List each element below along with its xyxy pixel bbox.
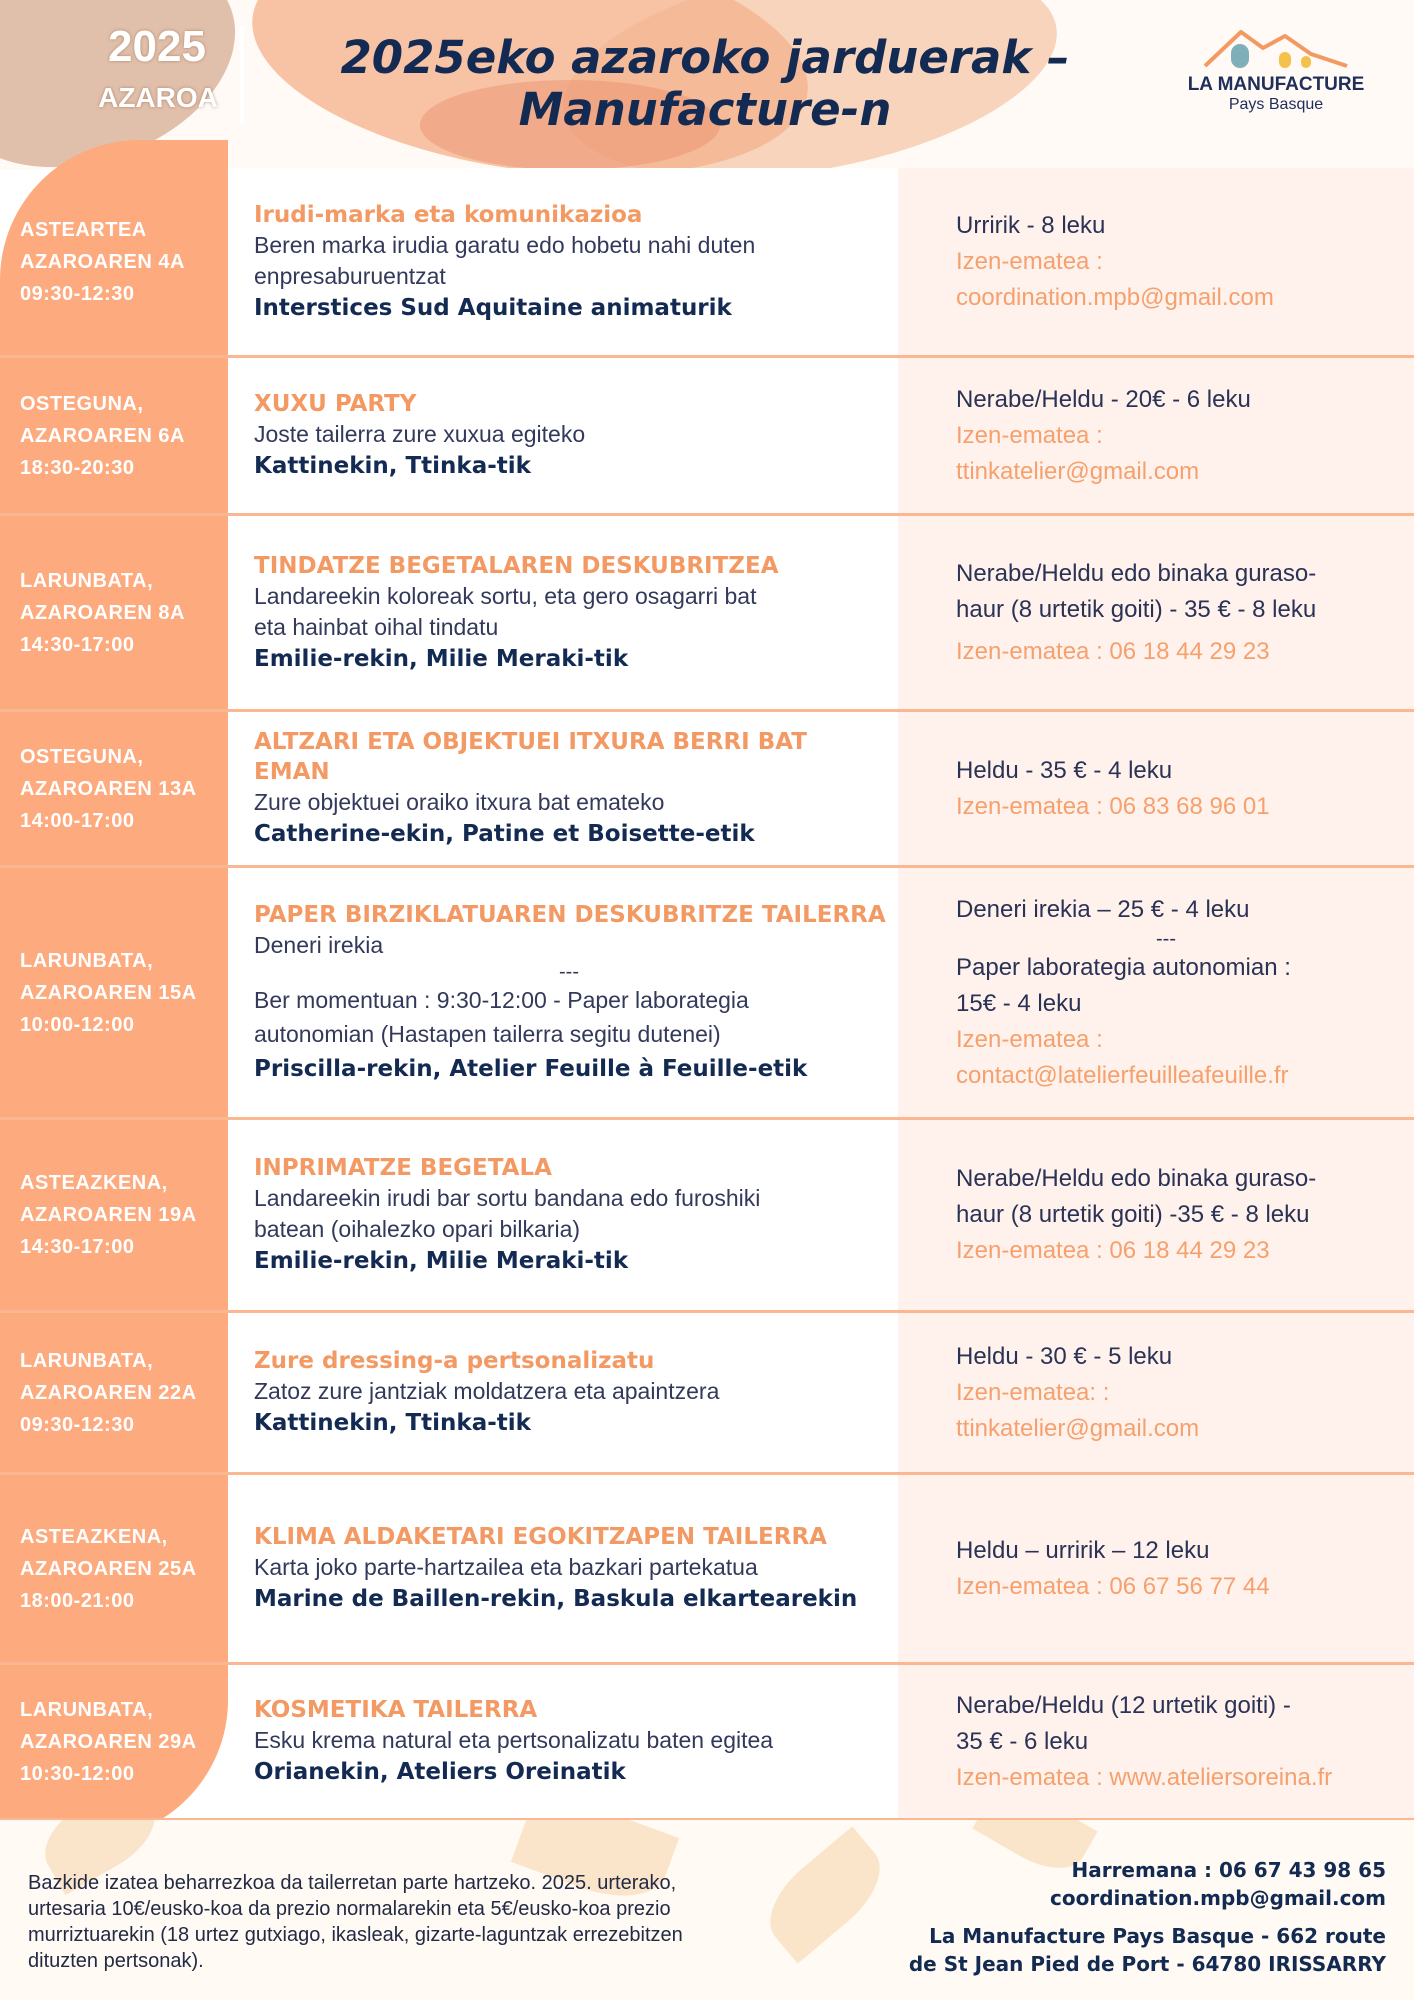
membership-note (28, 1870, 868, 1974)
activity-date (20, 712, 225, 865)
date-day: LARUNBATA, (20, 569, 154, 592)
activity-title: Irudi-marka eta komunikazioa (254, 201, 643, 228)
title-line: 2025eko azaroko jarduerak – (340, 31, 1070, 84)
activity-row (0, 1665, 1414, 1821)
date-time: 14:00-17:00 (20, 809, 135, 832)
activity-date (20, 1120, 225, 1310)
registration-label: Izen-ematea : (956, 421, 1103, 449)
activity-info (898, 168, 1414, 355)
note-line: Bazkide izatea beharrezkoa da tailerretan parte hartzeko. 2025. urterako, (28, 1872, 677, 1894)
activity-host: Interstices Sud Aquitaine animaturik (254, 294, 732, 321)
registration-contact[interactable]: coordination.mpb@gmail.com (956, 283, 1274, 311)
activity-row (0, 358, 1414, 516)
activity-title: ALTZARI ETA OBJEKTUEI ITXURA BERRI BAT EMAN (254, 729, 807, 785)
activity-details (228, 712, 898, 865)
date-time: 14:30-17:00 (20, 1236, 135, 1258)
date-day: OSTEGUNA, (20, 392, 144, 415)
logo (1176, 26, 1376, 136)
registration-label: Izen-ematea : (956, 247, 1103, 275)
date-day: OSTEGUNA, (20, 745, 144, 768)
activity-info (898, 1313, 1414, 1472)
date-date: AZAROAREN 15A (20, 981, 197, 1004)
activity-host: Kattinekin, Ttinka-tik (254, 1410, 531, 1436)
date-date: AZAROAREN 6A (20, 424, 185, 447)
note-line: urtesaria 10€/eusko-koa da prezio normalarekin eta 5€/eusko-koa prezio (28, 1898, 671, 1920)
header-month: AZAROA (98, 82, 218, 113)
contact-address: de St Jean Pied de Port - 64780 IRISSARRY (908, 1952, 1386, 1976)
registration-contact[interactable]: ttinkatelier@gmail.com (956, 1414, 1200, 1442)
date-date: AZAROAREN 29A (20, 1730, 197, 1753)
activity-details (228, 358, 898, 513)
price-info: haur (8 urtetik goiti) - 35 € - 8 leku (956, 595, 1317, 623)
price-info: haur (8 urtetik goiti) -35 € - 8 leku (956, 1201, 1310, 1228)
price-info: Nerabe/Heldu edo binaka guraso- (956, 1165, 1317, 1192)
activity-row (0, 868, 1414, 1120)
page-title (270, 32, 1140, 136)
registration-contact[interactable]: Izen-ematea : 06 18 44 29 23 (956, 637, 1270, 665)
date-time: 10:00-12:00 (20, 1013, 135, 1036)
date-time: 14:30-17:00 (20, 633, 135, 656)
activity-info (898, 358, 1414, 513)
activity-details (228, 1665, 898, 1818)
activity-details (228, 516, 898, 709)
date-day: ASTEAZKENA, (20, 1525, 168, 1548)
note-line: murriztuarekin (18 urtez gutxiago, ikasleak, gizarte-laguntzak errezebitzen (28, 1924, 683, 1946)
contact-phone[interactable]: Harremana : 06 67 43 98 65 (1071, 1858, 1386, 1882)
separator: --- (1156, 927, 1176, 950)
activity-details (228, 168, 898, 355)
registration-label: Izen-ematea : (956, 1025, 1103, 1053)
activity-info (898, 1120, 1414, 1310)
activity-description: eta hainbat oihal tindatu (254, 613, 499, 640)
registration-contact[interactable]: contact@latelierfeuilleafeuille.fr (956, 1061, 1289, 1089)
activity-title: Zure dressing-a pertsonalizatu (254, 1348, 655, 1374)
registration-contact[interactable]: Izen-ematea : 06 18 44 29 23 (956, 1237, 1270, 1264)
activity-host: Emilie-rekin, Milie Meraki-tik (254, 1248, 629, 1274)
activity-title: KLIMA ALDAKETARI EGOKITZAPEN TAILERRA (254, 1524, 827, 1550)
header-divider (240, 26, 244, 124)
registration-contact[interactable]: Izen-ematea : www.ateliersoreina.fr (956, 1763, 1333, 1791)
registration-contact[interactable]: Izen-ematea : 06 67 56 77 44 (956, 1572, 1270, 1600)
activity-info (898, 712, 1414, 865)
logo-name: LA MANUFACTURE (1187, 74, 1365, 95)
spacer (826, 1912, 1386, 1922)
date-day: ASTEARTEA (20, 218, 147, 241)
activity-details (228, 1120, 898, 1310)
activity-title: TINDATZE BEGETALAREN DESKUBRITZEA (254, 552, 779, 579)
activity-description: Landareekin irudi bar sortu bandana edo furoshiki (254, 1185, 761, 1211)
activity-host: Orianekin, Ateliers Oreinatik (254, 1759, 626, 1785)
activity-title: INPRIMATZE BEGETALA (254, 1155, 552, 1181)
activity-host: Emilie-rekin, Milie Meraki-tik (254, 645, 629, 672)
activity-date (20, 168, 225, 355)
activity-details (228, 868, 898, 1117)
activity-date (20, 358, 225, 513)
activity-host: Marine de Baillen-rekin, Baskula elkartearekin (254, 1586, 858, 1612)
note-line: dituzten pertsonak). (28, 1950, 204, 1972)
logo-subtitle: Pays Basque (1228, 96, 1324, 113)
activity-info (898, 1665, 1414, 1818)
activity-description: Joste tailerra zure xuxua egiteko (254, 421, 586, 447)
activity-title: PAPER BIRZIKLATUAREN DESKUBRITZE TAILERRA (254, 902, 886, 928)
date-day: LARUNBATA, (20, 1698, 154, 1721)
activity-info (898, 868, 1414, 1117)
price-info: Urririk - 8 leku (956, 211, 1106, 239)
activity-host: Priscilla-rekin, Atelier Feuille à Feuille-etik (254, 1056, 808, 1082)
date-time: 18:00-21:00 (20, 1589, 135, 1612)
title-line: Manufacture-n (518, 83, 892, 136)
date-time: 10:30-12:00 (20, 1762, 135, 1785)
price-info: Deneri irekia – 25 € - 4 leku (956, 895, 1250, 923)
activity-row (0, 1120, 1414, 1313)
activity-row (0, 1475, 1414, 1665)
activity-title: XUXU PARTY (254, 391, 417, 417)
date-day: LARUNBATA, (20, 1349, 154, 1372)
activity-description: Karta joko parte-hartzailea eta bazkari partekatua (254, 1554, 758, 1580)
activity-description: batean (oihalezko opari bilkaria) (254, 1216, 581, 1242)
activity-description: Ber momentuan : 9:30-12:00 - Paper laborategia (254, 987, 749, 1013)
footer (0, 1820, 1414, 2000)
registration-contact[interactable]: Izen-ematea : 06 83 68 96 01 (956, 792, 1270, 820)
contact-email[interactable]: coordination.mpb@gmail.com (1050, 1886, 1386, 1910)
activity-description: Landareekin koloreak sortu, eta gero osagarri bat (254, 582, 757, 609)
activity-info (898, 1475, 1414, 1662)
price-info: Paper laborategia autonomian : (956, 953, 1291, 981)
date-date: AZAROAREN 19A (20, 1204, 197, 1226)
date-time: 09:30-12:30 (20, 1413, 135, 1436)
price-info: Nerabe/Heldu edo binaka guraso- (956, 559, 1317, 587)
activity-description: Deneri irekia (254, 932, 384, 958)
date-date: AZAROAREN 22A (20, 1381, 197, 1404)
date-date: AZAROAREN 13A (20, 777, 197, 800)
price-info: Heldu - 35 € - 4 leku (956, 756, 1173, 784)
house-icon (1201, 26, 1351, 70)
price-info: Heldu - 30 € - 5 leku (956, 1342, 1173, 1370)
price-info: 35 € - 6 leku (956, 1727, 1089, 1755)
date-time: 18:30-20:30 (20, 456, 135, 479)
date-day: ASTEAZKENA, (20, 1172, 168, 1194)
activity-description: Beren marka irudia garatu edo hobetu nahi duten (254, 231, 756, 258)
contact-address: La Manufacture Pays Basque - 662 route (929, 1924, 1386, 1948)
activity-date (20, 868, 225, 1117)
date-date: AZAROAREN 25A (20, 1557, 197, 1580)
activity-description: Zatoz zure jantziak moldatzera eta apaintzera (254, 1378, 720, 1404)
activity-row (0, 168, 1414, 358)
price-info: Heldu – urririk – 12 leku (956, 1536, 1210, 1564)
activity-date (20, 1475, 225, 1662)
activity-date (20, 1665, 225, 1818)
activity-date (20, 1313, 225, 1472)
separator: --- (559, 961, 579, 983)
activity-details (228, 1475, 898, 1662)
activity-host: Catherine-ekin, Patine et Boisette-etik (254, 821, 755, 847)
activity-row (0, 516, 1414, 712)
date-time: 09:30-12:30 (20, 282, 135, 305)
activity-list (0, 168, 1414, 1821)
header-year: 2025 (108, 22, 206, 71)
activity-info (898, 516, 1414, 709)
activity-row (0, 1313, 1414, 1475)
date-day: LARUNBATA, (20, 949, 154, 972)
date-date: AZAROAREN 8A (20, 601, 185, 624)
activity-row (0, 712, 1414, 868)
price-info: Nerabe/Heldu - 20€ - 6 leku (956, 385, 1251, 413)
date-date: AZAROAREN 4A (20, 250, 185, 273)
registration-contact[interactable]: ttinkatelier@gmail.com (956, 457, 1200, 485)
contact-block (826, 1856, 1386, 1978)
activity-host: Kattinekin, Ttinka-tik (254, 453, 531, 479)
activity-description: Esku krema natural eta pertsonalizatu baten egitea (254, 1727, 774, 1753)
activity-description: autonomian (Hastapen tailerra segitu dutenei) (254, 1021, 721, 1047)
registration-label: Izen-ematea: : (956, 1378, 1110, 1406)
activity-description: Zure objektuei oraiko itxura bat emateko (254, 789, 665, 815)
activity-description: enpresaburuentzat (254, 262, 446, 289)
activity-details (228, 1313, 898, 1472)
price-info: Nerabe/Heldu (12 urtetik goiti) - (956, 1691, 1291, 1719)
activity-title: KOSMETIKA TAILERRA (254, 1697, 538, 1723)
activity-date (20, 516, 225, 709)
price-info: 15€ - 4 leku (956, 989, 1082, 1017)
